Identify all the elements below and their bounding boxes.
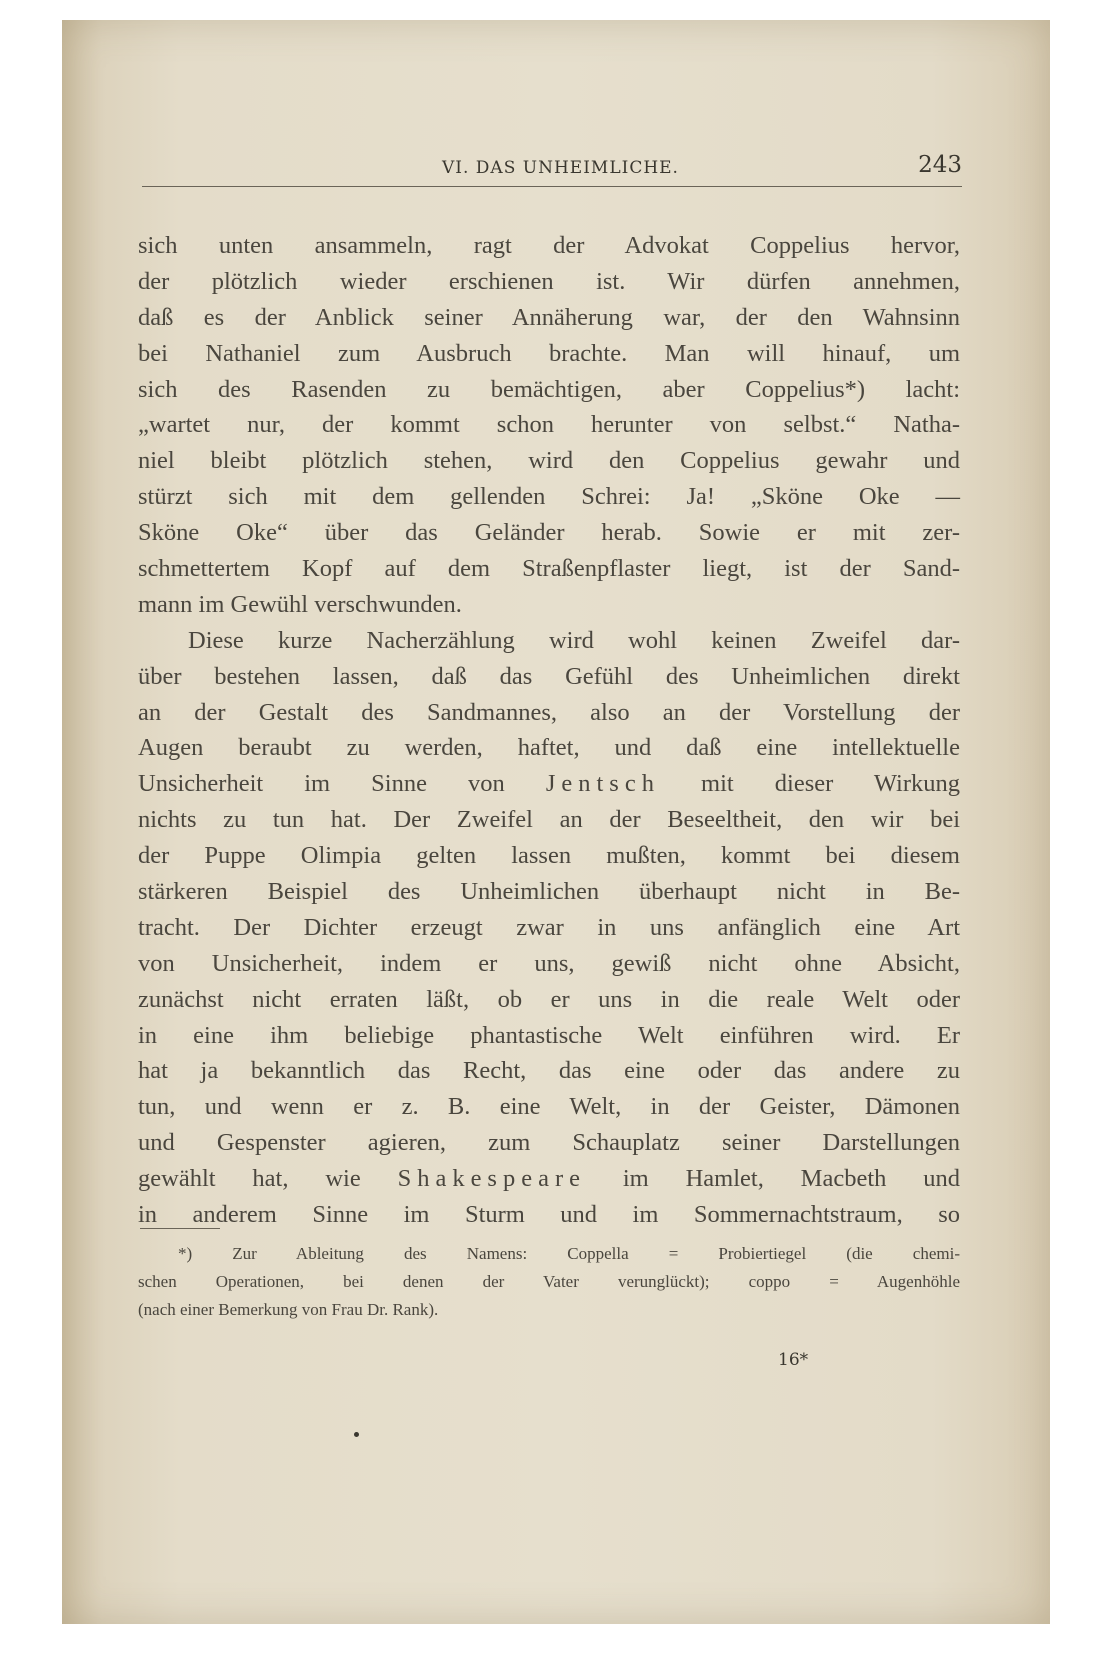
spaced-name: Shakespeare (397, 1165, 587, 1193)
running-title: VI. DAS UNHEIMLICHE. (442, 158, 679, 178)
text-line: niel bleibt plötzlich stehen, wird den Coppelius gewahr und (138, 447, 960, 475)
body-text (138, 228, 960, 1233)
page-header (142, 150, 962, 187)
text-line: „wartet nur, der kommt schon herunter von selbst.“ Natha- (138, 411, 960, 439)
text-line: zunächst nicht erraten läßt, ob er uns in die reale Welt oder (138, 985, 960, 1013)
text-line (138, 766, 960, 802)
footnote-rule (140, 1228, 220, 1229)
text-line: stürzt sich mit dem gellenden Schrei: Ja! „Sköne Oke — (138, 483, 960, 511)
text-fragment: Unsicherheit im Sinne von (138, 770, 505, 798)
text-line (138, 1161, 960, 1197)
ink-speck (354, 1432, 359, 1437)
text-line: der plötzlich wieder erschienen ist. Wir dürfen annehmen, (138, 267, 960, 295)
text-line: Augen beraubt zu werden, haftet, und daß eine intellektuelle (138, 734, 960, 762)
text-line: schmettertem Kopf auf dem Straßenpflaster liegt, ist der Sand- (138, 555, 960, 583)
text-line: der Puppe Olimpia gelten lassen mußten, kommt bei diesem (138, 842, 960, 870)
text-line: mann im Gewühl verschwunden. (138, 590, 462, 618)
text-line: nichts zu tun hat. Der Zweifel an der Beseeltheit, den wir bei (138, 806, 960, 834)
text-line: bei Nathaniel zum Ausbruch brachte. Man will hinauf, um (138, 339, 960, 367)
text-line: stärkeren Beispiel des Unheimlichen überhaupt nicht in Be- (138, 878, 960, 906)
footnote-line: *) Zur Ableitung des Namens: Coppella = Probiertiegel (die chemi- (178, 1244, 960, 1263)
text-line: sich des Rasenden zu bemächtigen, aber Coppelius*) lacht: (138, 375, 960, 403)
text-fragment: im Hamlet, Macbeth und (622, 1165, 960, 1193)
text-fragment: gewählt hat, wie (138, 1165, 361, 1193)
text-line: von Unsicherheit, indem er uns, gewiß nicht ohne Absicht, (138, 949, 960, 977)
text-line: tun, und wenn er z. B. eine Welt, in der Geister, Dämonen (138, 1093, 960, 1121)
spaced-name: Jentsch (545, 770, 660, 798)
text-line: daß es der Anblick seiner Annäherung war, der den Wahnsinn (138, 303, 960, 331)
text-line: über bestehen lassen, daß das Gefühl des Unheimlichen direkt (138, 662, 960, 690)
text-line: Sköne Oke“ über das Geländer herab. Sowie er mit zer- (138, 519, 960, 547)
footnote (138, 1240, 960, 1324)
text-line: an der Gestalt des Sandmannes, also an der Vorstellung der (138, 698, 960, 726)
book-page (62, 20, 1050, 1624)
text-line: hat ja bekanntlich das Recht, das eine oder das andere zu (138, 1057, 960, 1085)
signature-mark: 16* (778, 1350, 809, 1370)
footnote-line: (nach einer Bemerkung von Frau Dr. Rank). (138, 1300, 439, 1319)
footnote-line: schen Operationen, bei denen der Vater verunglückt); coppo = Augenhöhle (138, 1272, 960, 1291)
text-line: in eine ihm beliebige phantastische Welt einführen wird. Er (138, 1021, 960, 1049)
text-line: Diese kurze Nacherzählung wird wohl keinen Zweifel dar- (188, 626, 960, 654)
text-line: sich unten ansammeln, ragt der Advokat Coppelius hervor, (138, 232, 960, 259)
text-line: und Gespenster agieren, zum Schauplatz seiner Darstellungen (138, 1129, 960, 1157)
text-line: tracht. Der Dichter erzeugt zwar in uns anfänglich eine Art (138, 913, 960, 941)
text-line: in anderem Sinne im Sturm und im Sommernachtstraum, so (138, 1201, 960, 1229)
page-number: 243 (918, 152, 962, 178)
text-fragment: mit dieser Wirkung (701, 770, 960, 798)
